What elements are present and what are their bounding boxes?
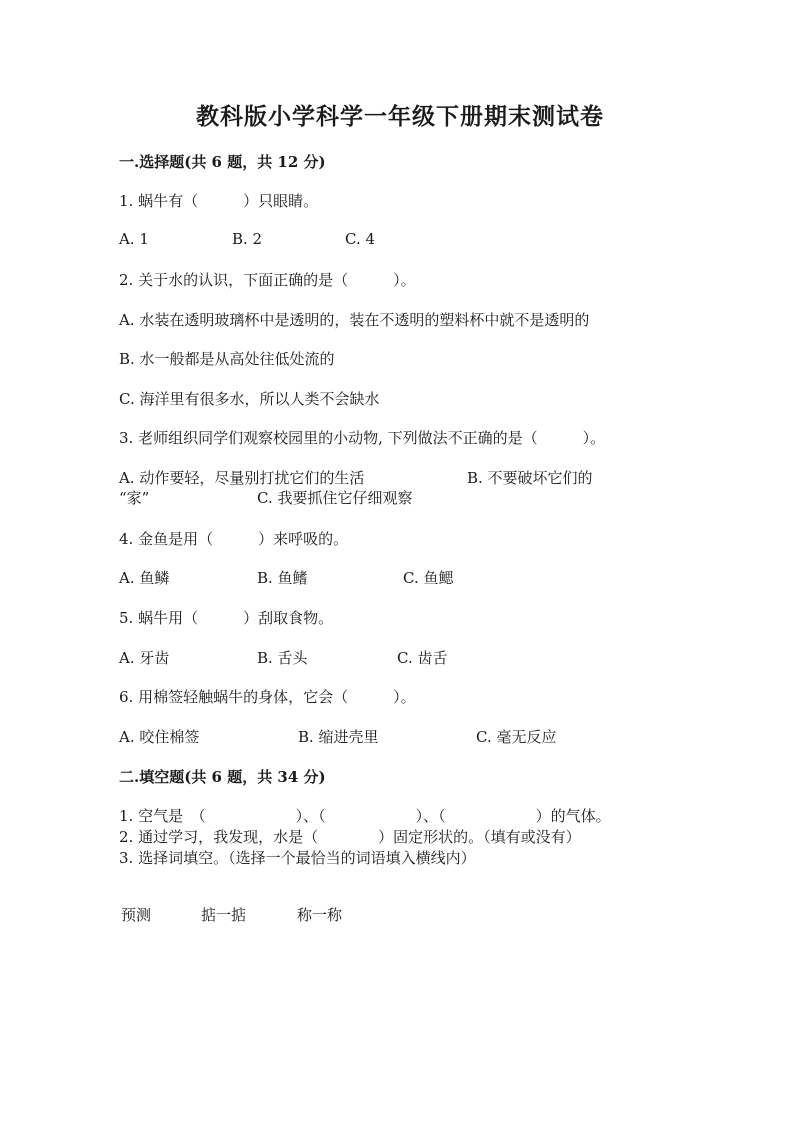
- question-3-option-b-continued: “家”: [119, 489, 150, 507]
- question-5: 5. 蜗牛用（ ）刮取食物。: [119, 609, 334, 627]
- question-1: 1. 蜗牛有（ ）只眼睛。: [119, 192, 319, 210]
- word-choice-2: 掂一掂: [201, 906, 247, 924]
- question-1-option-c: C. 4: [345, 230, 376, 248]
- question-1-option-b: B. 2: [232, 230, 263, 248]
- question-2-option-c: C. 海洋里有很多水，所以人类不会缺水: [119, 390, 380, 408]
- word-choice-1: 预测: [121, 906, 152, 924]
- question-6: 6. 用棉签轻触蜗牛的身体，它会（ ）。: [119, 688, 416, 706]
- question-3-option-a: A. 动作要轻，尽量别打扰它们的生活: [119, 469, 365, 487]
- question-2-option-a: A. 水装在透明玻璃杯中是透明的，装在不透明的塑料杯中就不是透明的: [119, 311, 590, 329]
- question-6-option-c: C. 毫无反应: [476, 728, 557, 746]
- question-3-option-c: C. 我要抓住它仔细观察: [257, 489, 413, 507]
- question-4-option-c: C. 鱼鳃: [403, 569, 454, 587]
- question-4-option-b: B. 鱼鳍: [257, 569, 308, 587]
- section-heading-multiple-choice: 一.选择题(共 6 题，共 12 分): [119, 153, 326, 171]
- question-6-option-b: B. 缩进壳里: [298, 728, 379, 746]
- question-4-option-a: A. 鱼鳞: [119, 569, 170, 587]
- question-2-option-b: B. 水一般都是从高处往低处流的: [119, 350, 335, 368]
- fill-question-3: 3. 选择词填空。（选择一个最恰当的词语填入横线内）: [119, 849, 476, 867]
- question-6-option-a: A. 咬住棉签: [119, 728, 200, 746]
- question-2: 2. 关于水的认识，下面正确的是（ ）。: [119, 271, 416, 289]
- question-5-option-a: A. 牙齿: [119, 649, 170, 667]
- word-choice-3: 称一称: [297, 906, 343, 924]
- question-4: 4. 金鱼是用（ ）来呼吸的。: [119, 530, 349, 548]
- question-5-option-c: C. 齿舌: [397, 649, 448, 667]
- page-title: 教科版小学科学一年级下册期末测试卷: [196, 103, 604, 130]
- question-3-option-b: B. 不要破坏它们的: [467, 469, 593, 487]
- fill-question-2: 2. 通过学习，我发现，水是（ ）固定形状的。（填有或没有）: [119, 828, 581, 846]
- question-1-option-a: A. 1: [119, 230, 149, 248]
- fill-question-1: 1. 空气是 （ ）、（ ）、（ ）的气体。: [119, 807, 611, 825]
- section-heading-fill-in-blank: 二.填空题(共 6 题，共 34 分): [119, 768, 326, 786]
- question-5-option-b: B. 舌头: [257, 649, 308, 667]
- question-3: 3. 老师组织同学们观察校园里的小动物, 下列做法不正确的是（ ）。: [119, 429, 606, 447]
